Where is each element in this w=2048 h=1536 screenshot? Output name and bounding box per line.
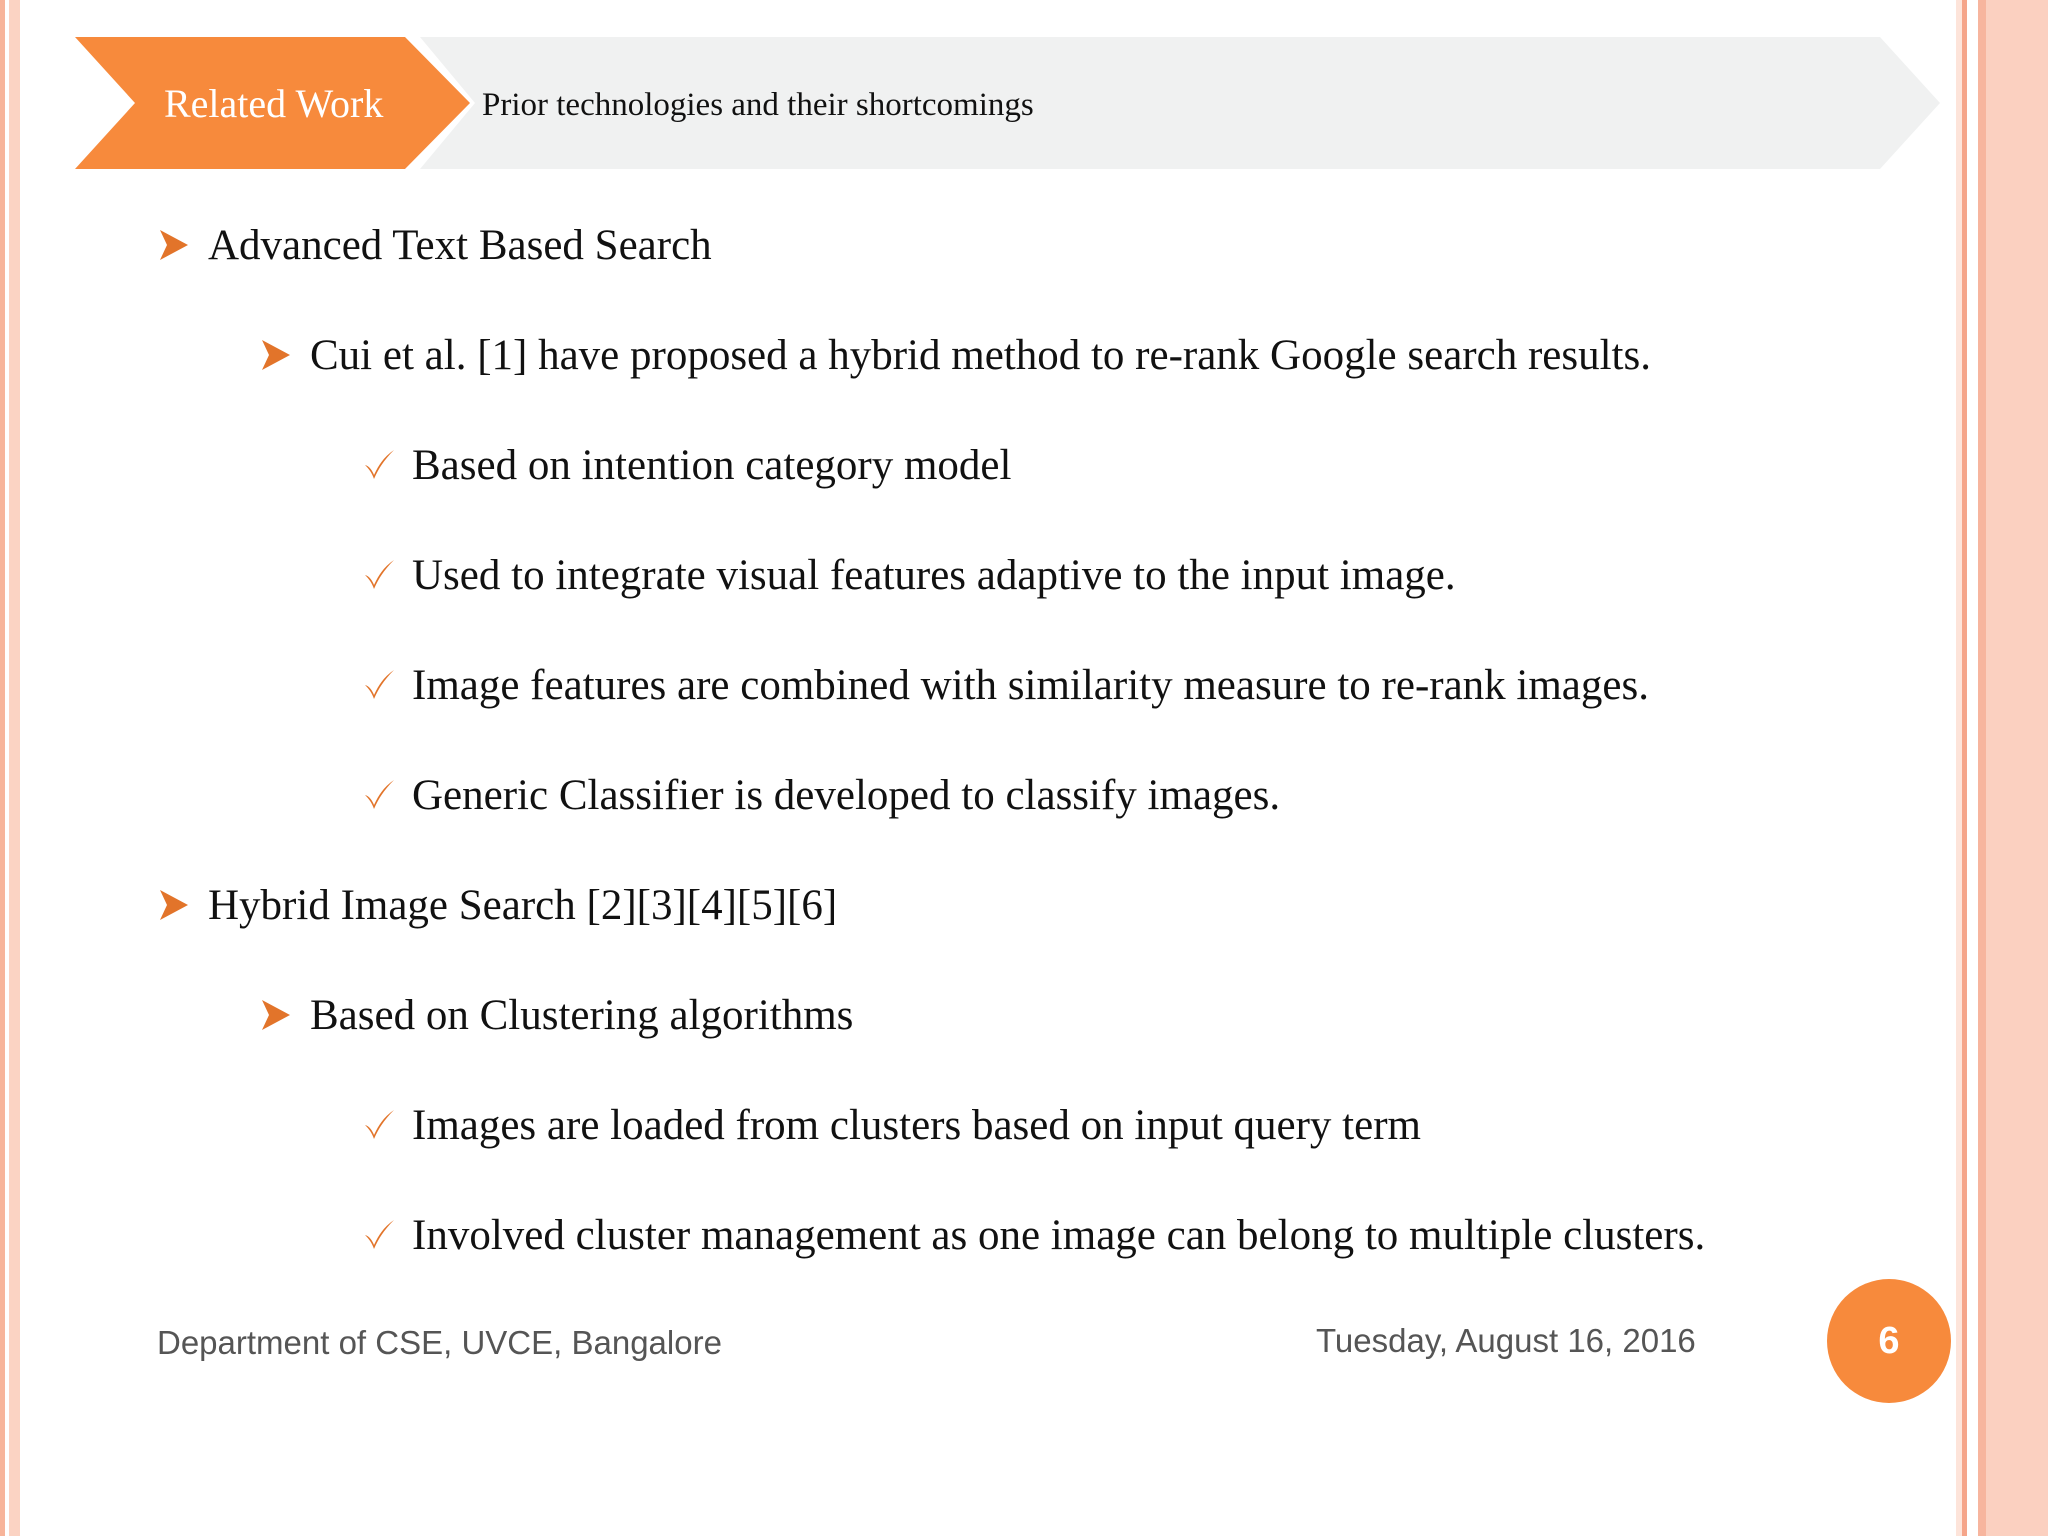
bullet-text: Image features are combined with similarity measure to re-rank images.: [412, 662, 1649, 709]
bullet-text: Images are loaded from clusters based on input query term: [412, 1102, 1421, 1149]
page-number-badge: [1827, 1279, 1951, 1403]
checkmark-bullet-icon: [362, 1206, 402, 1266]
checkmark-bullet-icon: [362, 546, 402, 606]
bullet-text: Involved cluster management as one image can belong to multiple clusters.: [412, 1212, 1706, 1259]
left-border-decoration: [0, 0, 20, 1536]
bullet-text: Based on Clustering algorithms: [310, 992, 854, 1039]
page-number: 6: [1878, 1320, 1900, 1362]
bullet-text: Hybrid Image Search [2][3][4][5][6]: [208, 882, 838, 929]
bullet-text: Used to integrate visual features adaptive to the input image.: [412, 552, 1456, 599]
checkmark-bullet-icon: [362, 766, 402, 826]
bullet-text: Based on intention category model: [412, 442, 1012, 489]
right-border-decoration: [1956, 0, 2048, 1536]
footer-department: Department of CSE, UVCE, Bangalore: [157, 1324, 722, 1361]
bullet-text: Advanced Text Based Search: [208, 222, 712, 269]
arrow-bullet-icon: [260, 986, 300, 1046]
arrow-bullet-icon: [158, 876, 198, 936]
bullet-text: Generic Classifier is developed to classify images.: [412, 772, 1281, 819]
footer-date: Tuesday, August 16, 2016: [1316, 1322, 1696, 1359]
slide-subtitle: Prior technologies and their shortcomings: [482, 87, 1034, 123]
section-label: Related Work: [164, 81, 384, 126]
checkmark-bullet-icon: [362, 1096, 402, 1156]
bullet-text: Cui et al. [1] have proposed a hybrid method to re-rank Google search results.: [310, 332, 1651, 379]
checkmark-bullet-icon: [362, 436, 402, 496]
arrow-bullet-icon: [158, 216, 198, 276]
checkmark-bullet-icon: [362, 656, 402, 716]
arrow-bullet-icon: [260, 326, 300, 386]
